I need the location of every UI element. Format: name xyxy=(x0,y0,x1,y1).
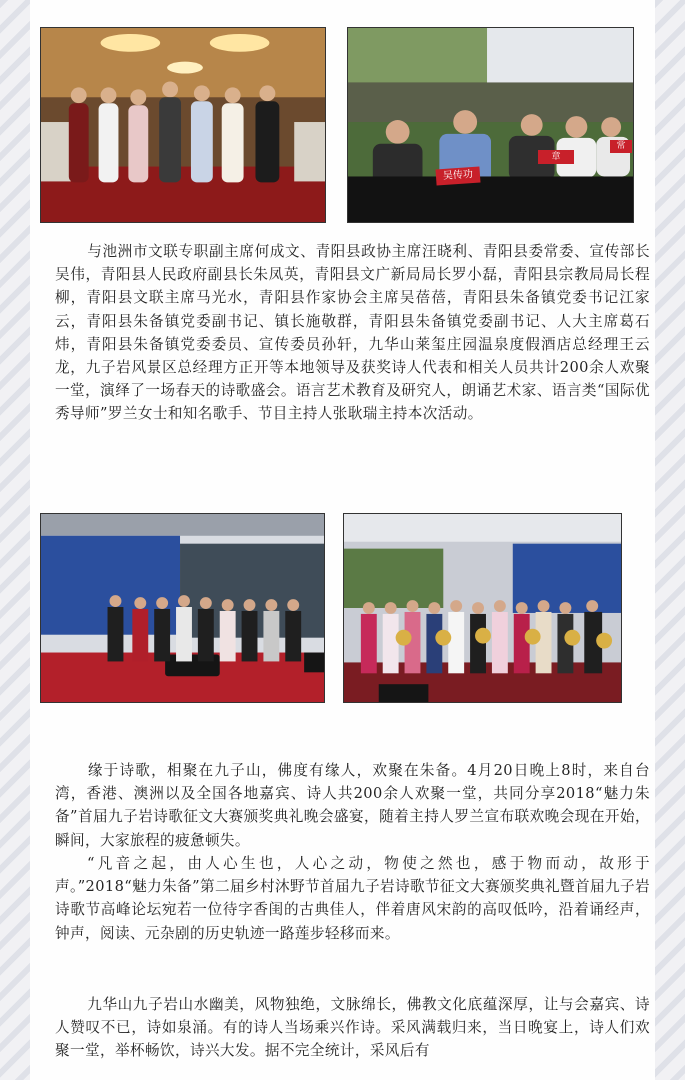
place-card-3: 常 xyxy=(610,140,632,153)
place-card-2: 章 xyxy=(538,150,574,164)
place-card-1: 吴传功 xyxy=(435,166,480,185)
paragraph-1 xyxy=(55,240,650,426)
paragraph-2-text: 缘于诗歌，相聚在九子山，佛度有缘人，欢聚在朱备。4月20日晚上8时，来自台湾，香港、澳洲以及全国各地嘉宾、诗人共200余人欢聚一堂，共同分享2018“魅力朱备”首届九子岩诗歌征文大赛颁奖典礼晚会盛宴，随着主持人罗兰宣布联欢晚会现在开始，瞬间，大家旅程的疲惫顿失。 xyxy=(55,762,650,849)
photo-award-stage-1 xyxy=(40,513,325,703)
left-decorative-border xyxy=(0,0,30,1080)
photo-front-row-guests xyxy=(347,27,634,223)
paragraph-2 xyxy=(55,759,650,852)
paragraph-3-text: “凡音之起，由人心生也，人心之动，物使之然也，感于物而动，故形于声。”2018“魅力朱备”第二届乡村沐野节首届九子岩诗歌节征文大赛颁奖典礼暨首届九子岩诗歌节高峰论坛宛若一位待字香闺的古典佳人，伴着唐风宋韵的高叹低吟，沿着诵经声，钟声，阅读、元杂剧的历史轨迹一路莲步轻移而来。 xyxy=(55,855,650,942)
paragraph-4 xyxy=(55,993,650,1063)
paragraph-1-text: 与池洲市文联专职副主席何成文、青阳县政协主席汪晓利、青阳县委常委、宣传部长吴伟，青阳县人民政府副县长朱凤英，青阳县文广新局局长罗小磊，青阳县宗教局局长程柳，青阳县文联主席马光水，青阳县作家协会主席吴蓓蓓，青阳县朱备镇党委书记江家云，青阳县朱备镇党委副书记、镇长施敬群，青阳县朱备镇党委副书记、人大主席葛石炜，青阳县朱备镇党委委员、宣传委员孙轩，九华山莱玺庄园温泉度假酒店总经理王云龙，九子岩风景区总经理方正开等本地领导及获奖诗人代表和相关人员共计200余人欢聚一堂，演绎了一场春天的诗歌盛会。语言艺术教育及研究人，朗诵艺术家、语言类“国际优秀导师”罗兰女士和知名歌手、节目主持人张耿瑞主持本次活动。 xyxy=(55,243,650,423)
photo-award-stage-2 xyxy=(343,513,622,703)
paragraph-4-text: 九华山九子岩山水幽美，风物独绝，文脉绵长，佛教文化底蕴深厚，让与会嘉宾、诗人赞叹不已，诗如泉涌。有的诗人当场乘兴作诗。采风满载归来，当日晚宴上，诗人们欢聚一堂，举杯畅饮，诗兴大发。据不完全统计，采风后有 xyxy=(55,996,650,1060)
right-decorative-border xyxy=(655,0,685,1080)
photo-group-leaders xyxy=(40,27,326,223)
paragraph-3 xyxy=(55,852,650,945)
